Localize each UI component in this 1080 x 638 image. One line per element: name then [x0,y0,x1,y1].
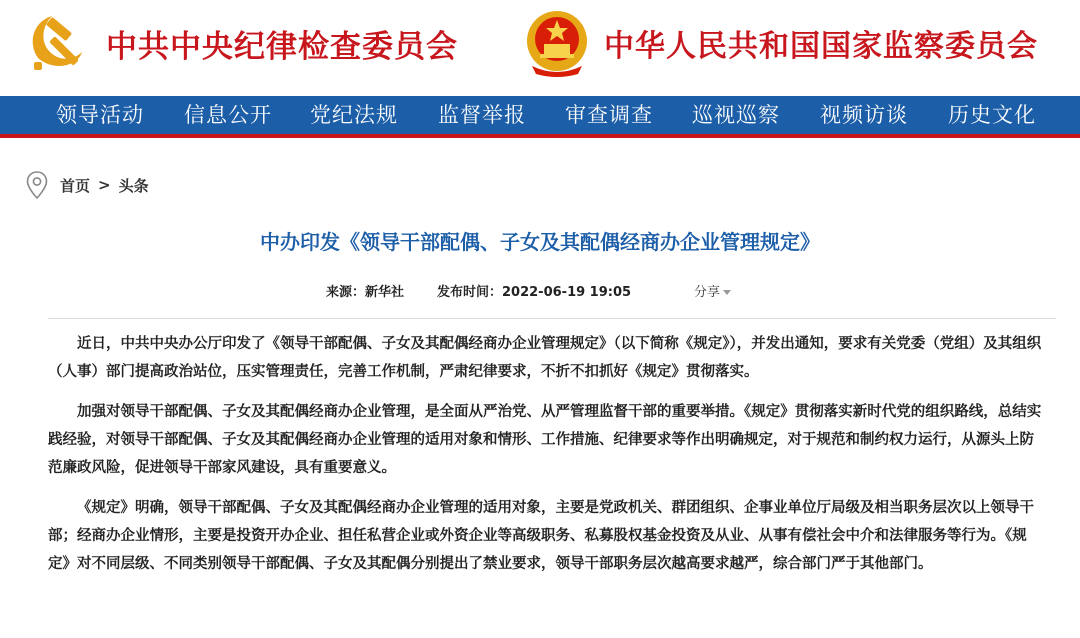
ccdi-logo[interactable] [24,0,458,86]
breadcrumb-current[interactable]: 头条 [118,176,149,195]
main-nav [0,96,1080,138]
location-pin-icon [26,171,48,199]
ccdi-name: 中共中央纪律检查委员会 [106,28,458,65]
nav-item-report[interactable]: 监督举报 [438,103,526,127]
divider [48,318,1056,319]
article-body [48,330,1048,590]
article-source: 来源：新华社 [326,285,405,300]
nav-item-history[interactable]: 历史文化 [948,103,1036,127]
nsc-name: 中华人民共和国国家监察委员会 [604,29,1038,64]
share-button[interactable] [694,281,731,300]
article-publish-time: 发布时间：2022-06-19 19:05 [437,285,632,300]
paragraph: 近日，中共中央办公厅印发了《领导干部配偶、子女及其配偶经商办企业管理规定》（以下简称《规定》），并发出通知，要求有关党委（党组）及其组织（人事）部门提高政治站位，压实管理责任，完善工作机制，严肃纪律要求，不折不扣抓好《规定》贯彻落实。 [48,336,1042,380]
nav-item-inspection[interactable]: 巡视巡察 [692,103,780,127]
nav-item-video[interactable]: 视频访谈 [820,103,908,127]
nsc-logo[interactable] [522,0,1038,86]
share-label: 分享 [694,285,721,300]
national-emblem-icon [522,8,592,78]
nav-item-regulations[interactable]: 党纪法规 [310,103,398,127]
nav-item-investigation[interactable]: 审查调查 [565,103,653,127]
nav-item-leadership[interactable]: 领导活动 [56,103,144,127]
caret-down-icon [723,290,731,295]
site-header [0,0,1080,96]
breadcrumb-separator: > [98,176,111,194]
paragraph: 加强对领导干部配偶、子女及其配偶经商办企业管理，是全面从严治党、从严管理监督干部的重要举措。《规定》贯彻落实新时代党的组织路线，总结实践经验，对领导干部配偶、子女及其配偶经商办企业管理的适用对象和情形、工作措施、纪律要求等作出明确规定，对于规范和制约权力运行，从源头上防范廉政风险，促进领导干部家风建设，具有重要意义。 [48,404,1042,476]
nav-item-info[interactable]: 信息公开 [184,103,272,127]
party-emblem-icon [24,8,94,78]
breadcrumb-home[interactable]: 首页 [60,176,91,195]
breadcrumb [26,170,149,200]
paragraph: 《规定》明确，领导干部配偶、子女及其配偶经商办企业管理的适用对象，主要是党政机关、群团组织、企事业单位厅局级及相当职务层次以上领导干部；经商办企业情形，主要是投资开办企业、担任私营企业或外资企业等高级职务、私募股权基金投资及从业、从事有偿社会中介和法律服务等行为。《规定》对不同层级、不同类别领导干部配偶、子女及其配偶分别提出了禁业要求，领导干部职务层次越高要求越严，综合部门严于其他部门。 [48,500,1034,572]
article-title: 中办印发《领导干部配偶、子女及其配偶经商办企业管理规定》 [260,230,820,254]
